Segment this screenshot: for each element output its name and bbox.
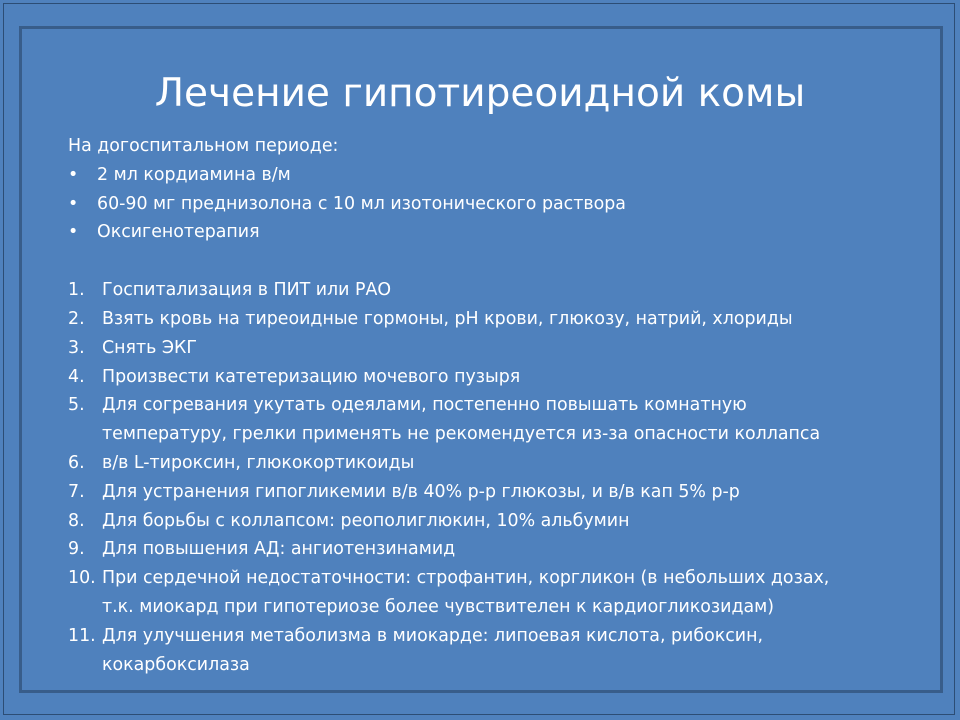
item-number: 7.	[68, 481, 85, 502]
item-number: 4.	[68, 366, 85, 387]
item-number: 9.	[68, 539, 85, 560]
numbered-item	[68, 391, 918, 420]
item-text-continuation: температуру, грелки применять не рекомендуется из-за опасности коллапса	[102, 424, 821, 445]
item-text: в/в L-тироксин, глюкокортикоиды	[102, 452, 415, 473]
item-text: Снять ЭКГ	[102, 337, 197, 358]
item-text: Взять кровь на тиреоидные гормоны, рН крови, глюкозу, натрий, хлориды	[102, 308, 793, 329]
numbered-item	[68, 507, 918, 536]
bullet-text: 2 мл кордиамина в/м	[97, 164, 291, 185]
bullet-item	[68, 218, 918, 247]
item-text: При сердечной недостаточности: строфантин, коргликон (в небольших дозах,	[102, 568, 830, 589]
item-number: 11.	[68, 625, 96, 646]
item-number: 10.	[68, 568, 96, 589]
item-text: Для борьбы с коллапсом: реополиглюкин, 10% альбумин	[102, 510, 630, 531]
numbered-item	[68, 449, 918, 478]
item-number: 5.	[68, 395, 85, 416]
item-number: 2.	[68, 308, 85, 329]
item-text-continuation: т.к. миокард при гипотериозе более чувствителен к кардиогликозидам)	[102, 596, 775, 617]
item-text: Госпитализация в ПИТ или РАО	[102, 280, 392, 301]
bullet-text: Оксигенотерапия	[97, 222, 260, 243]
bullet-mark: •	[68, 222, 79, 243]
item-number: 1.	[68, 280, 85, 301]
numbered-item	[68, 622, 918, 651]
item-text: Для согревания укутать одеялами, постепенно повышать комнатную	[102, 395, 747, 416]
bullet-mark: •	[68, 193, 79, 214]
spacer	[68, 247, 918, 276]
item-text: Произвести катетеризацию мочевого пузыря	[102, 366, 521, 387]
bullet-mark: •	[68, 164, 79, 185]
numbered-item	[68, 276, 918, 305]
item-text-continuation: кокарбоксилаза	[102, 654, 250, 675]
numbered-item	[68, 535, 918, 564]
item-number: 8.	[68, 510, 85, 531]
item-text: Для устранения гипогликемии в/в 40% р-р глюкозы, и в/в кап 5% р-р	[102, 481, 740, 502]
numbered-item	[68, 363, 918, 392]
prehospital-heading: На догоспитальном периоде:	[68, 136, 339, 156]
slide-title: Лечение гипотиреоидной комы	[154, 71, 806, 116]
item-text: Для повышения АД: ангиотензинамид	[102, 539, 456, 560]
bullet-item	[68, 190, 918, 219]
numbered-item	[68, 305, 918, 334]
slide-body	[68, 132, 918, 679]
bullet-item	[68, 161, 918, 190]
numbered-item	[68, 564, 918, 593]
bullet-text: 60-90 мг преднизолона с 10 мл изотонического раствора	[97, 193, 626, 214]
item-number: 3.	[68, 337, 85, 358]
item-number: 6.	[68, 452, 85, 473]
numbered-item	[68, 478, 918, 507]
item-text: Для улучшения метаболизма в миокарде: липоевая кислота, рибоксин,	[102, 625, 763, 646]
numbered-item	[68, 334, 918, 363]
